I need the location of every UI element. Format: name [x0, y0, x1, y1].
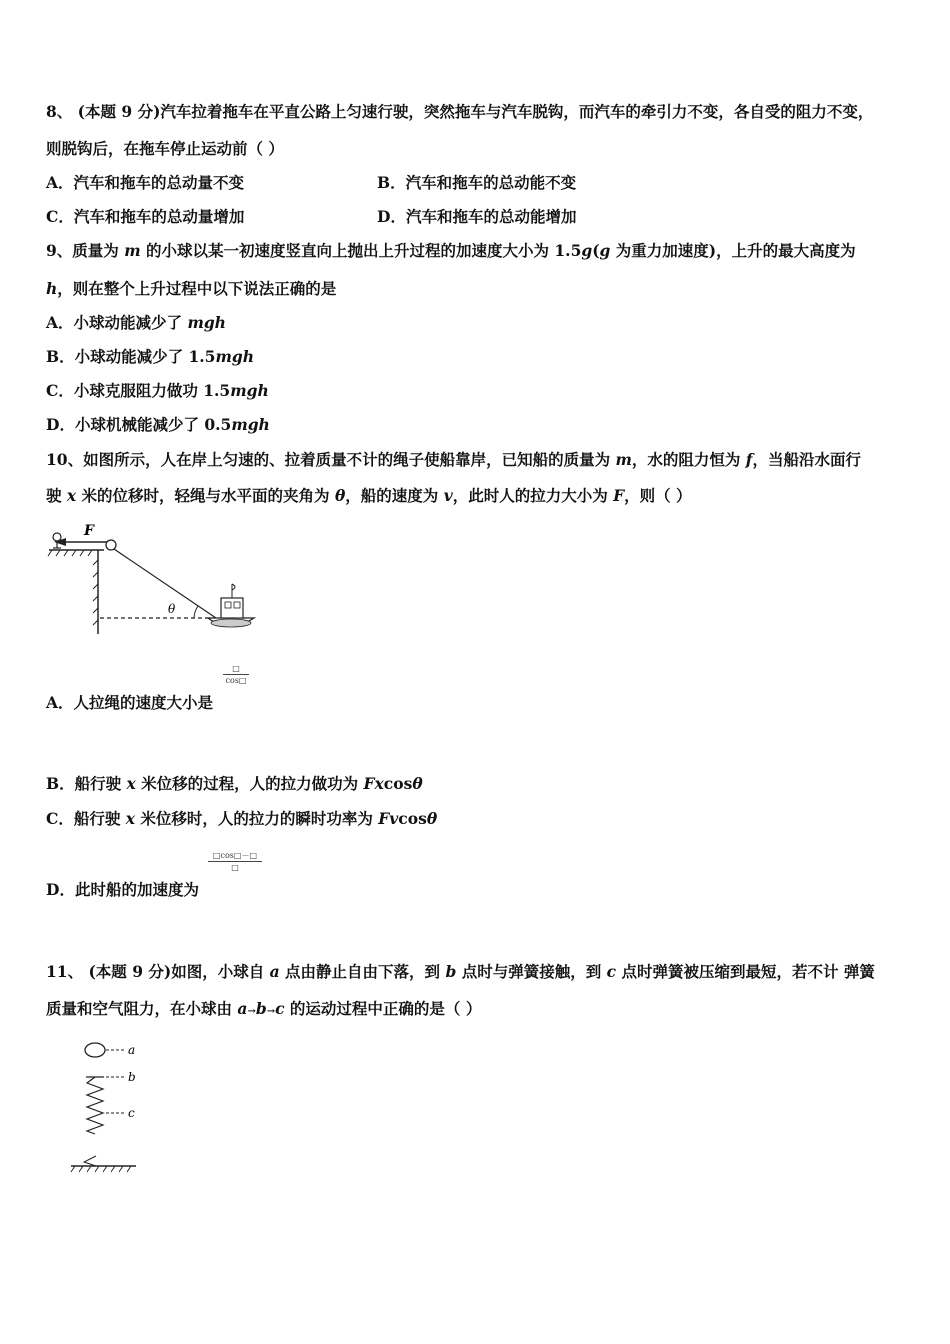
point-b-label: b [128, 1070, 136, 1084]
q9-stem-line1: 9、质量为 m 的小球以某一初速度竖直向上抛出上升过程的加速度大小为 1.5g(g 为重力加速度)，上升的最大高度为 [46, 241, 856, 260]
ball-icon [85, 1043, 105, 1057]
q8-stem-line1: 8、 (本题 9 分)汽车拉着拖车在平直公路上匀速行驶，突然拖车与汽车脱钩，而汽车的牵引力不变，各自受的阻力不变， [46, 102, 874, 121]
point-a-label: a [128, 1043, 136, 1057]
q10-stem-line2: 驶 x 米的位移时，轻绳与水平面的夹角为 θ，船的速度为 v，此时人的拉力大小为 F，则（ ） [46, 486, 692, 505]
boat-pulley-figure [44, 520, 259, 645]
q9-option-a: A．小球动能减少了 mgh [46, 313, 226, 332]
person-icon [53, 533, 61, 541]
q9-stem-line2: h，则在整个上升过程中以下说法正确的是 [46, 279, 337, 298]
q9-option-b: B．小球动能减少了 1.5mgh [46, 347, 254, 366]
q11-stem-line1: 11、 (本题 9 分)如图，小球自 a 点由静止自由下落，到 b 点时与弹簧接触，到 c 点时弹簧被压缩到最短，若不计 弹簧 [46, 962, 875, 981]
q8-option-a: A．汽车和拖车的总动量不变 [46, 173, 245, 192]
q10-option-a-formula: □ cos□ [223, 663, 249, 686]
q8-option-d: D．汽车和拖车的总动能增加 [377, 207, 577, 226]
spring-ball-figure [66, 1038, 146, 1176]
q8-option-b: B．汽车和拖车的总动能不变 [377, 173, 577, 192]
q8-stem-line2: 则脱钩后，在拖车停止运动前（ ） [46, 139, 284, 158]
q9-option-c: C．小球克服阻力做功 1.5mgh [46, 381, 269, 400]
q10-option-d-formula: □cos□－□ □ [208, 850, 262, 873]
q10-option-a: A．人拉绳的速度大小是 [46, 693, 214, 712]
boat-icon [208, 584, 254, 627]
q11-stem-line2: 质量和空气阻力，在小球由 a→b→c 的运动过程中正确的是（ ） [46, 999, 482, 1018]
spring-icon [87, 1077, 103, 1134]
pulley-icon [106, 540, 116, 550]
q10-option-b: B．船行驶 x 米位移的过程，人的拉力做功为 Fxcosθ [46, 774, 423, 793]
q9-option-d: D．小球机械能减少了 0.5mgh [46, 415, 270, 434]
q8-option-c: C．汽车和拖车的总动量增加 [46, 207, 245, 226]
q10-option-d: D．此时船的加速度为 [46, 880, 199, 899]
q10-option-c: C．船行驶 x 米位移时，人的拉力的瞬时功率为 Fvcosθ [46, 809, 438, 828]
q10-stem-line1: 10、如图所示，人在岸上匀速的、拉着质量不计的绳子使船靠岸，已知船的质量为 m，水的阻力恒为 f，当船沿水面行 [46, 450, 861, 469]
force-label: F [84, 523, 94, 539]
angle-label: θ [168, 602, 176, 616]
point-c-label: c [128, 1106, 135, 1120]
